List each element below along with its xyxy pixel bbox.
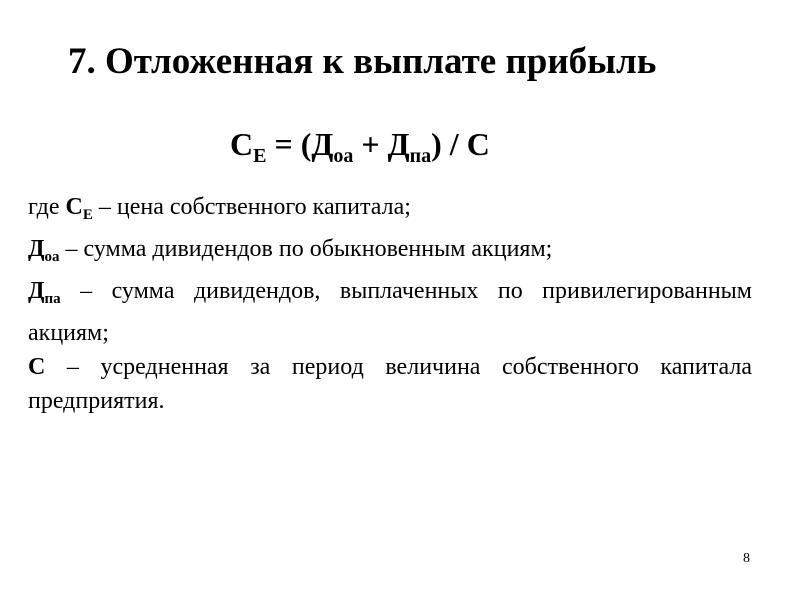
slide-title: 7. Отложенная к выплате прибыль <box>68 41 657 82</box>
definition-intro: где <box>28 194 66 220</box>
definition-subscript: оа <box>44 249 60 265</box>
formula-equals-open: = (Д <box>266 126 334 162</box>
definition-symbol: Д <box>28 236 45 262</box>
definition-ce <box>28 190 752 232</box>
formula-lhs-symbol: С <box>230 126 254 162</box>
formula <box>230 122 490 178</box>
definitions-list <box>28 190 752 418</box>
definition-doa <box>28 232 752 274</box>
page-number: 8 <box>743 551 750 566</box>
definition-c <box>28 350 752 418</box>
definition-symbol: С <box>28 354 46 380</box>
formula-term2-subscript: па <box>409 145 432 167</box>
definition-dpa <box>28 274 752 350</box>
definition-symbol: С <box>65 194 83 220</box>
definition-text: – сумма дивидендов, выплаченных по привилегированным акциям; <box>28 278 752 346</box>
definition-text: – цена собственного капитала; <box>92 194 411 220</box>
definition-text: – усредненная за период величина собственного капитала предприятия. <box>28 354 752 414</box>
formula-lhs-subscript: Е <box>253 145 267 167</box>
definition-subscript: Е <box>82 207 93 223</box>
formula-plus: + Д <box>353 126 410 162</box>
definition-text: – сумма дивидендов по обыкновенным акциям; <box>59 236 553 262</box>
formula-term1-subscript: оа <box>333 145 354 167</box>
definition-subscript: па <box>44 291 61 307</box>
formula-close-divide: ) / С <box>431 126 490 162</box>
definition-symbol: Д <box>28 278 45 304</box>
